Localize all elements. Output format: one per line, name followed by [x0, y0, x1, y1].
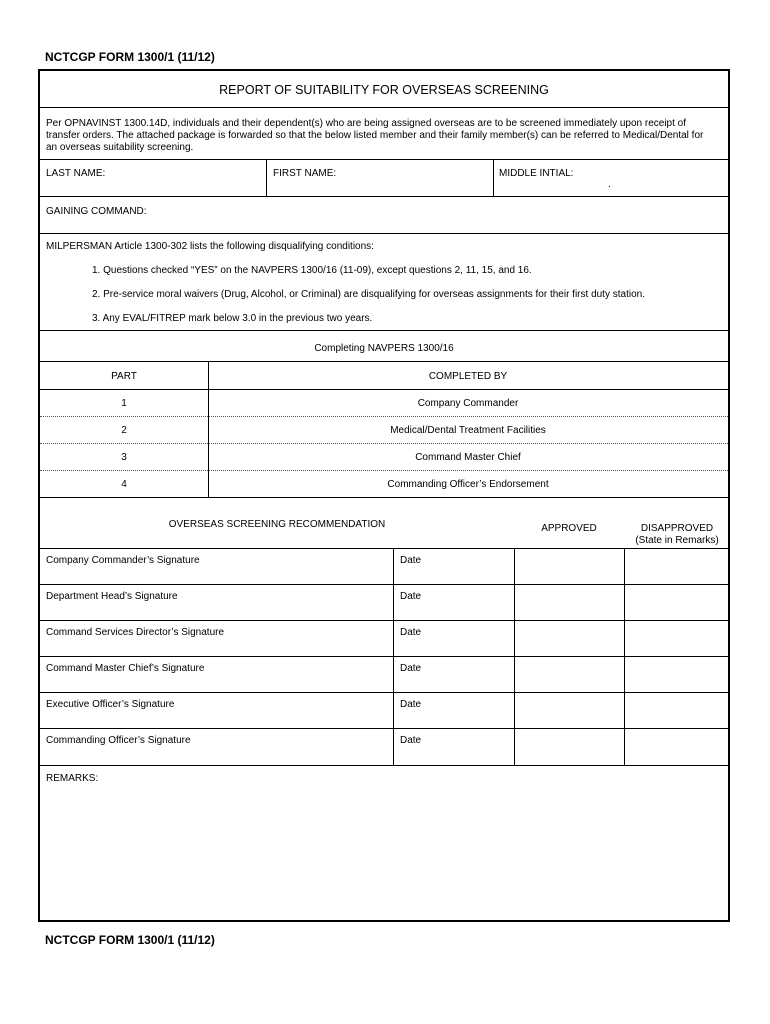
part-column-header: PART: [111, 371, 137, 382]
approved-header: APPROVED: [541, 523, 597, 534]
recommendation-header-row: [40, 498, 728, 549]
signature-row: [40, 657, 728, 693]
completed-by-cell: Medical/Dental Treatment Facilities: [390, 425, 546, 436]
date-label: Date: [400, 555, 422, 566]
signature-label: Commanding Officer’s Signature: [46, 735, 191, 746]
part-cell: 2: [121, 425, 127, 436]
date-label: Date: [400, 627, 422, 638]
table-row: [40, 471, 728, 498]
signature-row: [40, 729, 728, 766]
remarks-label: REMARKS:: [46, 773, 99, 784]
title-row: [40, 71, 728, 108]
signature-row: [40, 585, 728, 621]
approved-box[interactable]: [514, 585, 515, 620]
form-frame: [38, 69, 730, 922]
approved-box[interactable]: [514, 657, 515, 692]
signature-label: Command Services Director’s Signature: [46, 627, 225, 638]
intro-line-2: transfer orders. The attached package is forwarded so that the below listed member and their family member(s) can be referred to Medical/Dental for: [46, 130, 704, 141]
form-id-footer: NCTCGP FORM 1300/1 (11/12): [45, 933, 215, 947]
disapproved-box[interactable]: [624, 657, 625, 692]
signature-label: Command Master Chief’s Signature: [46, 663, 205, 674]
navpers-caption: Completing NAVPERS 1300/16: [314, 343, 454, 354]
name-row: [40, 160, 728, 197]
navpers-header-row: [40, 362, 728, 390]
signature-divider: [393, 549, 394, 584]
form-id-header: NCTCGP FORM 1300/1 (11/12): [45, 50, 215, 64]
intro-row: [40, 108, 728, 160]
disapproved-box[interactable]: [624, 549, 625, 584]
approved-box[interactable]: [514, 621, 515, 656]
navpers-caption-row: [40, 331, 728, 362]
middle-initial-label: MIDDLE INTIAL:: [499, 168, 574, 179]
last-name-label: LAST NAME:: [46, 168, 106, 179]
signature-row: [40, 621, 728, 657]
disapproved-box[interactable]: [624, 693, 625, 728]
approved-box[interactable]: [514, 729, 515, 765]
name-divider-1: [266, 160, 267, 196]
disapproved-box[interactable]: [624, 585, 625, 620]
first-name-label: FIRST NAME:: [273, 168, 337, 179]
disapproved-note: (State in Remarks): [635, 535, 719, 546]
completed-by-cell: Company Commander: [417, 398, 519, 409]
recommendation-heading: OVERSEAS SCREENING RECOMMENDATION: [168, 519, 386, 530]
gaining-command-row: [40, 197, 728, 234]
milpersman-heading: MILPERSMAN Article 1300-302 lists the following disqualifying conditions:: [46, 241, 374, 252]
disapproved-box[interactable]: [624, 621, 625, 656]
signature-label: Department Head’s Signature: [46, 591, 178, 602]
intro-line-3: an overseas suitability screening.: [46, 142, 194, 153]
part-cell: 1: [121, 398, 127, 409]
approved-box[interactable]: [514, 549, 515, 584]
approved-box[interactable]: [514, 693, 515, 728]
middle-initial-dot: .: [608, 179, 611, 190]
completed-by-cell: Command Master Chief: [415, 452, 521, 463]
date-label: Date: [400, 735, 422, 746]
signature-divider: [393, 585, 394, 620]
signature-label: Executive Officer’s Signature: [46, 699, 175, 710]
condition-3: 3. Any EVAL/FITREP mark below 3.0 in the previous two years.: [92, 313, 373, 324]
form-title: REPORT OF SUITABILITY FOR OVERSEAS SCREENING: [219, 83, 549, 97]
signature-divider: [393, 729, 394, 765]
disapproved-box[interactable]: [624, 729, 625, 765]
name-divider-2: [493, 160, 494, 196]
condition-1: 1. Questions checked “YES” on the NAVPERS 1300/16 (11-09), except questions 2, 11, 15, and 16.: [92, 265, 532, 276]
part-cell: 3: [121, 452, 127, 463]
condition-2: 2. Pre-service moral waivers (Drug, Alcohol, or Criminal) are disqualifying for overseas assignments for their first duty station.: [92, 289, 645, 300]
signature-row: [40, 693, 728, 729]
table-row: [40, 390, 728, 417]
table-row: [40, 444, 728, 471]
date-label: Date: [400, 591, 422, 602]
signature-label: Company Commander’s Signature: [46, 555, 200, 566]
disapproved-header: DISAPPROVED: [640, 523, 714, 534]
completed-by-column-header: COMPLETED BY: [428, 371, 508, 382]
signature-row: [40, 549, 728, 585]
signature-divider: [393, 657, 394, 692]
date-label: Date: [400, 699, 422, 710]
table-row: [40, 417, 728, 444]
remarks-area[interactable]: [40, 766, 728, 920]
date-label: Date: [400, 663, 422, 674]
intro-line-1: Per OPNAVINST 1300.14D, individuals and their dependent(s) who are being assigned overseas are to be screened immediately upon receipt of: [46, 118, 686, 129]
gaining-command-label: GAINING COMMAND:: [46, 206, 147, 217]
milpersman-row: [40, 234, 728, 331]
signature-divider: [393, 621, 394, 656]
signature-divider: [393, 693, 394, 728]
part-cell: 4: [121, 479, 127, 490]
completed-by-cell: Commanding Officer’s Endorsement: [387, 479, 549, 490]
